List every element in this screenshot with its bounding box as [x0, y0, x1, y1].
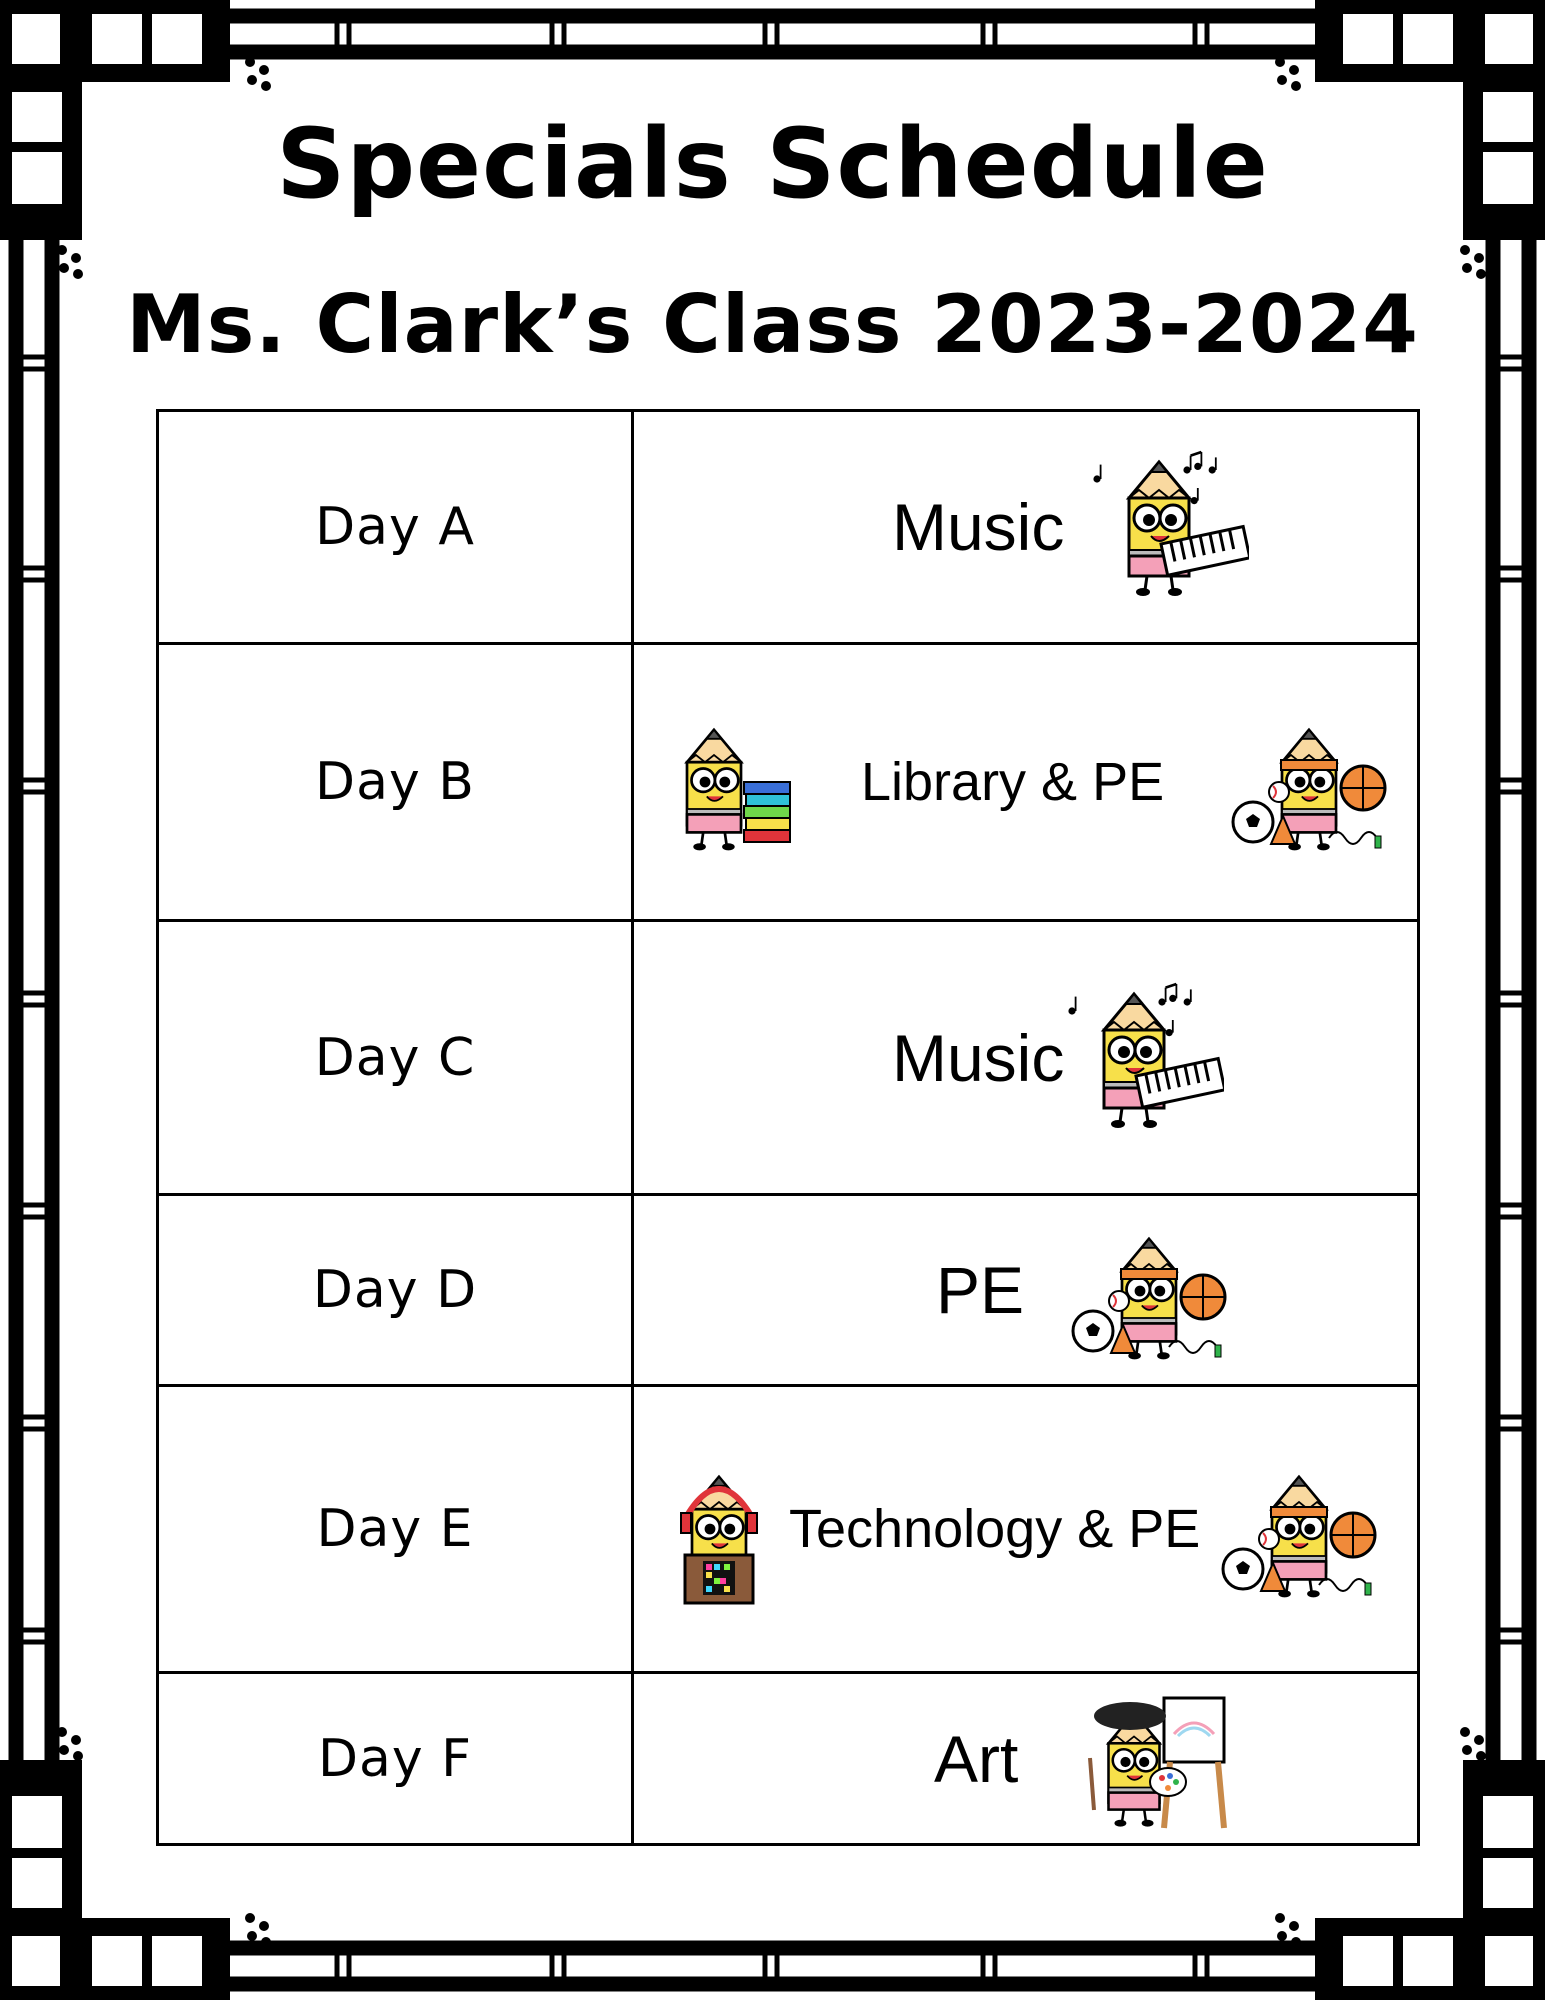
table-row [158, 1673, 1419, 1845]
day-cell: Day D [158, 1195, 633, 1386]
special-label: Music [892, 1020, 1065, 1095]
day-cell: Day C [158, 921, 633, 1195]
table-row [158, 644, 1419, 921]
special-cell [633, 411, 1419, 644]
pencil-art-icon [1064, 1684, 1234, 1834]
special-label: PE [936, 1253, 1025, 1327]
pencil-music-icon [1064, 967, 1224, 1137]
special-cell [633, 1195, 1419, 1386]
special-cell [633, 644, 1419, 921]
special-label: Art [934, 1721, 1019, 1796]
page-subtitle: Ms. Clark’s Class 2023-2024 [126, 278, 1419, 371]
pencil-music-icon [1089, 440, 1249, 600]
special-cell [633, 1386, 1419, 1673]
special-cell [633, 921, 1419, 1195]
table-row [158, 921, 1419, 1195]
special-label: Technology & PE [789, 1499, 1201, 1559]
special-cell [633, 1673, 1419, 1845]
table-row [158, 1195, 1419, 1386]
day-cell: Day A [158, 411, 633, 644]
page-title: Specials Schedule [276, 108, 1269, 220]
table-row [158, 1386, 1419, 1673]
table-row [158, 411, 1419, 644]
pencil-sports-icon [1224, 710, 1394, 860]
specials-schedule-table [156, 409, 1420, 1846]
special-label: Music [892, 490, 1065, 564]
day-cell: Day E [158, 1386, 633, 1673]
special-label: Library & PE [861, 752, 1165, 812]
pencil-books-icon [664, 710, 804, 860]
pencil-technology-icon [664, 1449, 784, 1609]
day-cell: Day B [158, 644, 633, 921]
day-cell: Day F [158, 1673, 633, 1845]
pencil-sports-icon [1064, 1211, 1234, 1371]
pencil-sports-icon [1214, 1449, 1384, 1609]
